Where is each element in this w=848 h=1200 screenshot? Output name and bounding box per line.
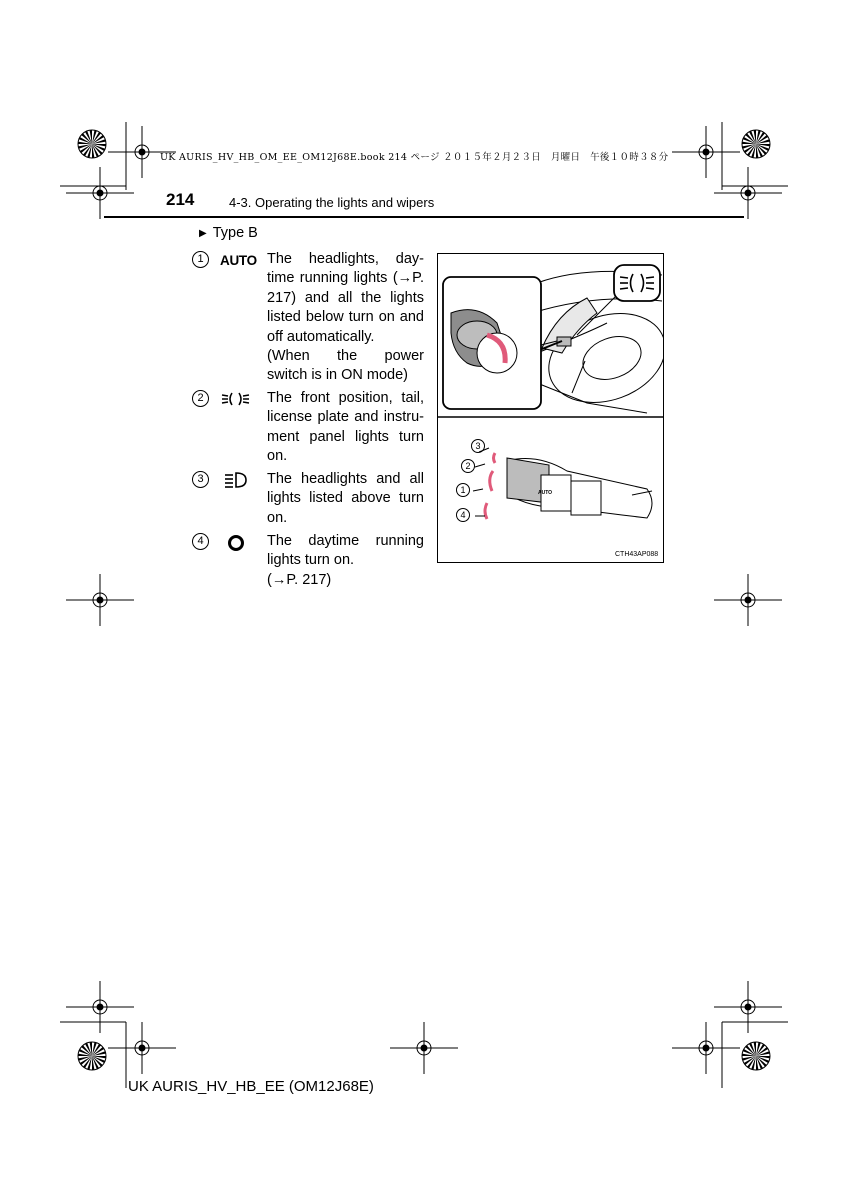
switch-auto-label: AUTO: [538, 490, 553, 496]
sunburst-registration-disk: [742, 1042, 770, 1070]
section-title: 4-3. Operating the lights and wipers: [229, 195, 435, 210]
callout-3: 3: [471, 439, 485, 453]
sunburst-registration-disk: [742, 130, 770, 158]
header-rule: [104, 216, 744, 218]
illustration-drawing: [437, 253, 664, 563]
auto-text-icon: AUTO: [220, 253, 257, 268]
type-label: ▶ Type B: [199, 225, 258, 241]
page-number: 214: [166, 190, 195, 209]
headlight-icon: [223, 470, 249, 490]
item-2-description: The front position, tail, license plate and instru- ment panel lights turn on.: [267, 390, 424, 465]
item-number-2: 2: [192, 390, 209, 407]
callout-1: 1: [456, 483, 470, 497]
off-ring-icon: [226, 533, 246, 553]
item-number-1: 1: [192, 251, 209, 268]
triangle-bullet-icon: ▶: [199, 228, 207, 239]
item-number-4: 4: [192, 533, 209, 550]
footer-model-code: UK AURIS_HV_HB_EE (OM12J68E): [128, 1078, 374, 1095]
sunburst-registration-disk: [78, 1042, 106, 1070]
figure-caption: CTH43AP088: [615, 551, 659, 558]
callout-2: 2: [461, 459, 475, 473]
position-lights-icon: [220, 389, 252, 409]
item-number-3: 3: [192, 471, 209, 488]
item-4-description: The daytime running lights turn on. (→P. 217): [267, 533, 424, 588]
item-1-description: The headlights, day- time running lights (→P. 217) and all the lights listed below turn on and off automatically. (When the power switch is in ON mode): [267, 251, 424, 384]
book-file-line: UK AURIS_HV_HB_OM_EE_OM12J68E.book 214 ページ ２０１５年２月２３日 月曜日 午後１０時３８分: [160, 152, 669, 163]
sunburst-registration-disk: [78, 130, 106, 158]
callout-4: 4: [456, 508, 470, 522]
item-3-description: The headlights and all lights listed above turn on.: [267, 471, 424, 526]
